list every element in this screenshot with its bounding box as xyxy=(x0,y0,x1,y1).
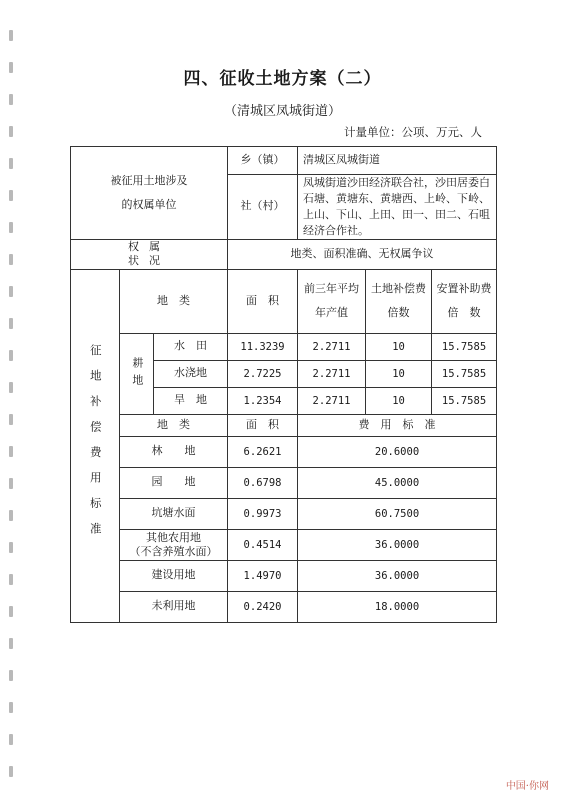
standard-value: 60.7500 xyxy=(298,498,497,529)
area-value: 11.3239 xyxy=(228,333,298,360)
land-acquisition-table xyxy=(70,146,497,623)
standard-value: 18.0000 xyxy=(298,591,497,622)
watermark: 中国·你网 xyxy=(505,781,549,792)
resettle-value: 15.7585 xyxy=(432,387,497,414)
resettle-header: 安置补助费 倍 数 xyxy=(432,269,497,333)
area-value: 0.9973 xyxy=(228,498,298,529)
ownership-label: 权属状况 xyxy=(71,239,228,269)
land-comp-value: 10 xyxy=(366,333,432,360)
resettle-value: 15.7585 xyxy=(432,333,497,360)
land-comp-value: 10 xyxy=(366,360,432,387)
village-value: 凤城街道沙田经济联合社，沙田居委白石塘、黄塘东、黄塘西、上岭、下岭、上山、下山、上田、田一、田二、石咀经济合作社。 xyxy=(298,175,497,240)
land-type: 建设用地 xyxy=(120,560,228,591)
standard-value: 36.0000 xyxy=(298,560,497,591)
standard-value: 36.0000 xyxy=(298,529,497,560)
farmland-label: 耕地 xyxy=(120,333,154,414)
area-header-2: 面 积 xyxy=(228,414,298,436)
land-type: 林 地 xyxy=(120,436,228,467)
ownership-value: 地类、面积准确、无权属争议 xyxy=(228,239,497,269)
village-label: 社（村） xyxy=(228,175,298,240)
compensation-side-label: 征地补偿费用标准 xyxy=(71,269,120,622)
owner-header: 被征用土地涉及的权属单位 xyxy=(71,147,228,240)
land-type: 旱 地 xyxy=(154,387,228,414)
land-type: 园 地 xyxy=(120,467,228,498)
page-title: 四、征收土地方案（二） xyxy=(183,69,382,89)
resettle-value: 15.7585 xyxy=(432,360,497,387)
area-value: 2.7225 xyxy=(228,360,298,387)
land-type-header-2: 地 类 xyxy=(120,414,228,436)
avg-output-value: 2.2711 xyxy=(298,387,366,414)
avg-output-value: 2.2711 xyxy=(298,360,366,387)
standard-value: 20.6000 xyxy=(298,436,497,467)
land-type-header: 地 类 xyxy=(120,269,228,333)
avg-output-value: 2.2711 xyxy=(298,333,366,360)
land-type: 水 田 xyxy=(154,333,228,360)
area-value: 6.2621 xyxy=(228,436,298,467)
page-subtitle: （清城区凤城街道） xyxy=(223,104,341,119)
standard-value: 45.0000 xyxy=(298,467,497,498)
area-value: 0.6798 xyxy=(228,467,298,498)
binding-holes xyxy=(9,0,19,800)
avg-output-header: 前三年平均 年产值 xyxy=(298,269,366,333)
unit-label: 计量单位：公项、万元、人 xyxy=(344,125,482,139)
land-type: 水浇地 xyxy=(154,360,228,387)
land-type: 未利用地 xyxy=(120,591,228,622)
land-comp-value: 10 xyxy=(366,387,432,414)
land-comp-header: 土地补偿费 倍数 xyxy=(366,269,432,333)
area-value: 1.4970 xyxy=(228,560,298,591)
township-label: 乡（镇） xyxy=(228,147,298,175)
standard-header: 费 用 标 准 xyxy=(298,414,497,436)
township-value: 清城区凤城街道 xyxy=(298,147,497,175)
area-value: 0.4514 xyxy=(228,529,298,560)
area-header: 面 积 xyxy=(228,269,298,333)
area-value: 0.2420 xyxy=(228,591,298,622)
land-type: 坑塘水面 xyxy=(120,498,228,529)
area-value: 1.2354 xyxy=(228,387,298,414)
land-type: 其他农用地 （不含养殖水面） xyxy=(120,529,228,560)
